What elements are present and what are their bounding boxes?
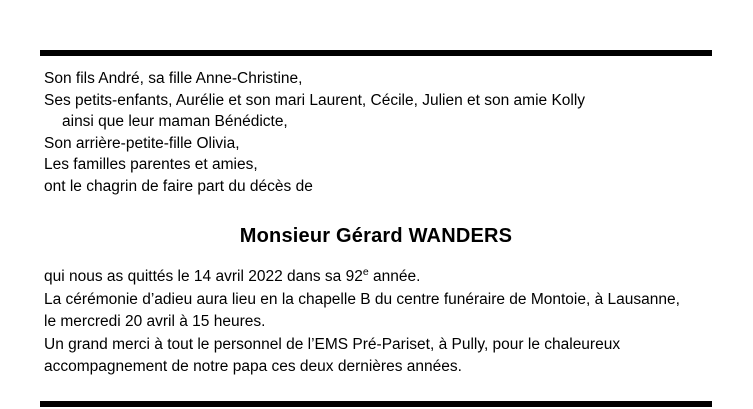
upper-text-block: [40, 56, 712, 203]
notice-line: le mercredi 20 avril à 15 heures.: [44, 313, 266, 330]
notice-line-ordinal-text: qui nous as quittés le 14 avril 2022 dans sa 92e année.: [44, 265, 421, 285]
notice-line: Un grand merci à tout le personnel de l’EMS Pré-Pariset, à Pully, pour le chaleureux: [44, 335, 621, 353]
notice-line: Ses petits-enfants, Aurélie et son mari Laurent, Cécile, Julien et son amie Kolly: [44, 91, 586, 109]
notice-line: ainsi que leur maman Bénédicte,: [62, 113, 288, 130]
notice-line: Les familles parentes et amies,: [44, 156, 258, 173]
notice-line: accompagnement de notre papa ces deux dernières années.: [44, 358, 462, 375]
notice-line: Son fils André, sa fille Anne-Christine,: [44, 70, 303, 87]
bottom-divider-rule: [40, 401, 712, 407]
death-notice-card: [40, 50, 712, 407]
bottom-spacer: [40, 393, 712, 401]
lower-text-block: [40, 266, 712, 393]
notice-line: La cérémonie d’adieu aura lieu en la chapelle B du centre funéraire de Montoie, à Lausanne,: [44, 290, 680, 308]
notice-line: ont le chagrin de faire part du décès de: [44, 177, 313, 195]
deceased-name-block: [40, 203, 712, 266]
notice-line-ordinal: [44, 266, 708, 289]
notice-line: Son arrière-petite-fille Olivia,: [44, 134, 240, 152]
deceased-name: Monsieur Gérard WANDERS: [239, 225, 513, 247]
